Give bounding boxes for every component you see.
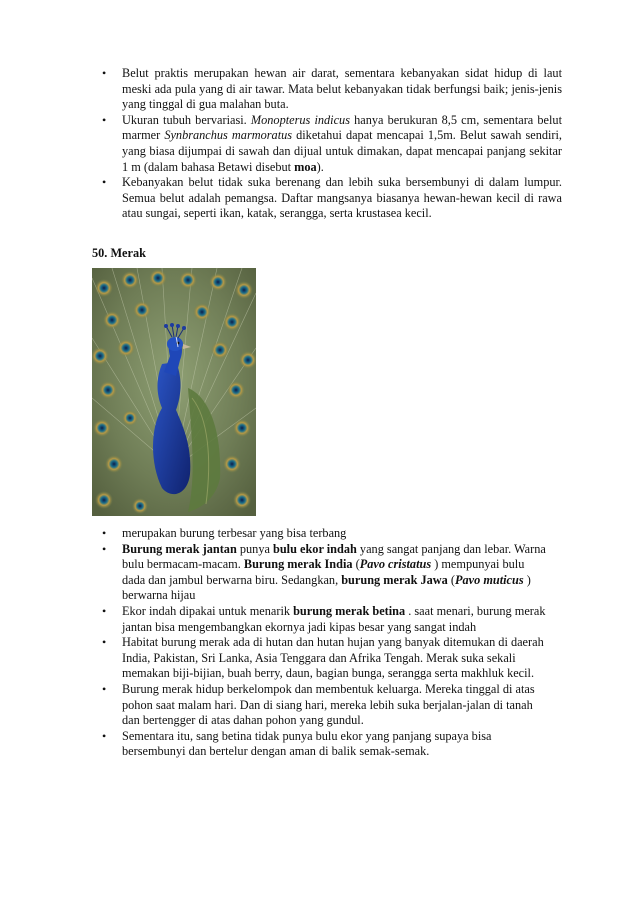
- list-item: [92, 682, 547, 729]
- peacock-photo: [92, 268, 256, 516]
- item-text: Burung merak hidup berkelompok dan membentuk keluarga. Mereka tinggal di atas pohon saat malam hari. Dan di siang hari, mereka lebih suka berjalan-jalan di tanah dan bertengger di atas dahan pohon yang gundul.: [122, 681, 535, 728]
- item-text: diketahui dapat mencapai 1,5m. Belut sawah sendiri, yang biasa dijumpai di sawah dan dijual untuk dimakan, dapat mencapai panjang sekitar 1 m (dalam bahasa Betawi disebut: [122, 128, 562, 174]
- item-text: . saat menari, burung merak jantan bisa mengembangkan ekornya jadi kipas besar yang sangat indah: [122, 603, 546, 634]
- term-bold: burung merak Jawa: [341, 572, 448, 587]
- species-name-italic: Pavo muticus: [454, 572, 524, 587]
- item-text: Belut praktis merupakan hewan air darat, sementara kebanyakan sidat hidup di laut meski ada pula yang di air tawar. Mata belut kebanyakan tidak berfungsi baik; jenis-jenis yang tinggal di gua malahan buta.: [122, 66, 562, 112]
- term-bold: Burung merak jantan: [122, 541, 237, 556]
- item-text: ) mempunyai bulu dada dan jambul berwarna biru. Sedangkan,: [122, 557, 525, 587]
- item-text: hanya berukuran 8,5 cm, sementara belut marmer: [122, 112, 562, 143]
- term-bold: Burung merak India: [243, 557, 353, 572]
- item-text: punya: [236, 541, 273, 556]
- eel-facts-list: [92, 66, 562, 222]
- list-item: [92, 526, 547, 542]
- peacock-facts-list: [92, 526, 547, 760]
- item-text: (: [447, 572, 455, 587]
- item-text: ) berwarna hijau: [122, 572, 531, 603]
- item-text: Habitat burung merak ada di hutan dan hutan hujan yang banyak ditemukan di daerah India, Pakistan, Sri Lanka, Asia Tenggara dan Afrika Tengah. Merak suka sekali memakan biji-bijian, buah berry, daun, bagian bunga, serangga serta makhluk kecil.: [122, 635, 544, 681]
- list-item: [92, 542, 547, 604]
- item-text: Kebanyakan belut tidak suka berenang dan lebih suka bersembunyi di dalam lumpur. Semua belut adalah pemangsa. Daftar mangsanya biasanya hewan-hewan kecil di rawa atau sungai, seperti ikan, katak, serangga, serta krustasea kecil.: [122, 175, 562, 221]
- item-text: yang sangat panjang dan lebar. Warna bulu bermacam-macam.: [122, 541, 546, 572]
- list-item: [92, 729, 547, 760]
- list-item: [92, 175, 562, 222]
- item-text: Ekor indah dipakai untuk menarik: [122, 603, 294, 618]
- species-name: [360, 557, 431, 571]
- list-item: [92, 66, 562, 113]
- item-text: Sementara itu, sang betina tidak punya bulu ekor yang panjang supaya bisa bersembunyi dan bertelur dengan aman di balik semak-semak.: [122, 728, 492, 759]
- species-name: Synbranchus marmoratus: [164, 128, 293, 143]
- species-name: [455, 573, 524, 587]
- list-item: [92, 113, 562, 175]
- term-bold: burung merak betina: [293, 603, 406, 618]
- term-bold: bulu ekor indah: [273, 541, 357, 556]
- section-heading: 50. Merak: [92, 246, 146, 260]
- species-name-italic: Pavo cristatus: [359, 557, 432, 572]
- species-name: Monopterus indicus: [250, 112, 350, 127]
- item-text: Ukuran tubuh bervariasi.: [122, 112, 251, 127]
- list-item: [92, 635, 547, 682]
- item-text: merupakan burung terbesar yang bisa terbang: [122, 526, 347, 540]
- item-text: ).: [316, 159, 324, 174]
- term-bold: moa: [294, 159, 317, 174]
- list-item: [92, 604, 547, 635]
- item-text: (: [352, 557, 360, 572]
